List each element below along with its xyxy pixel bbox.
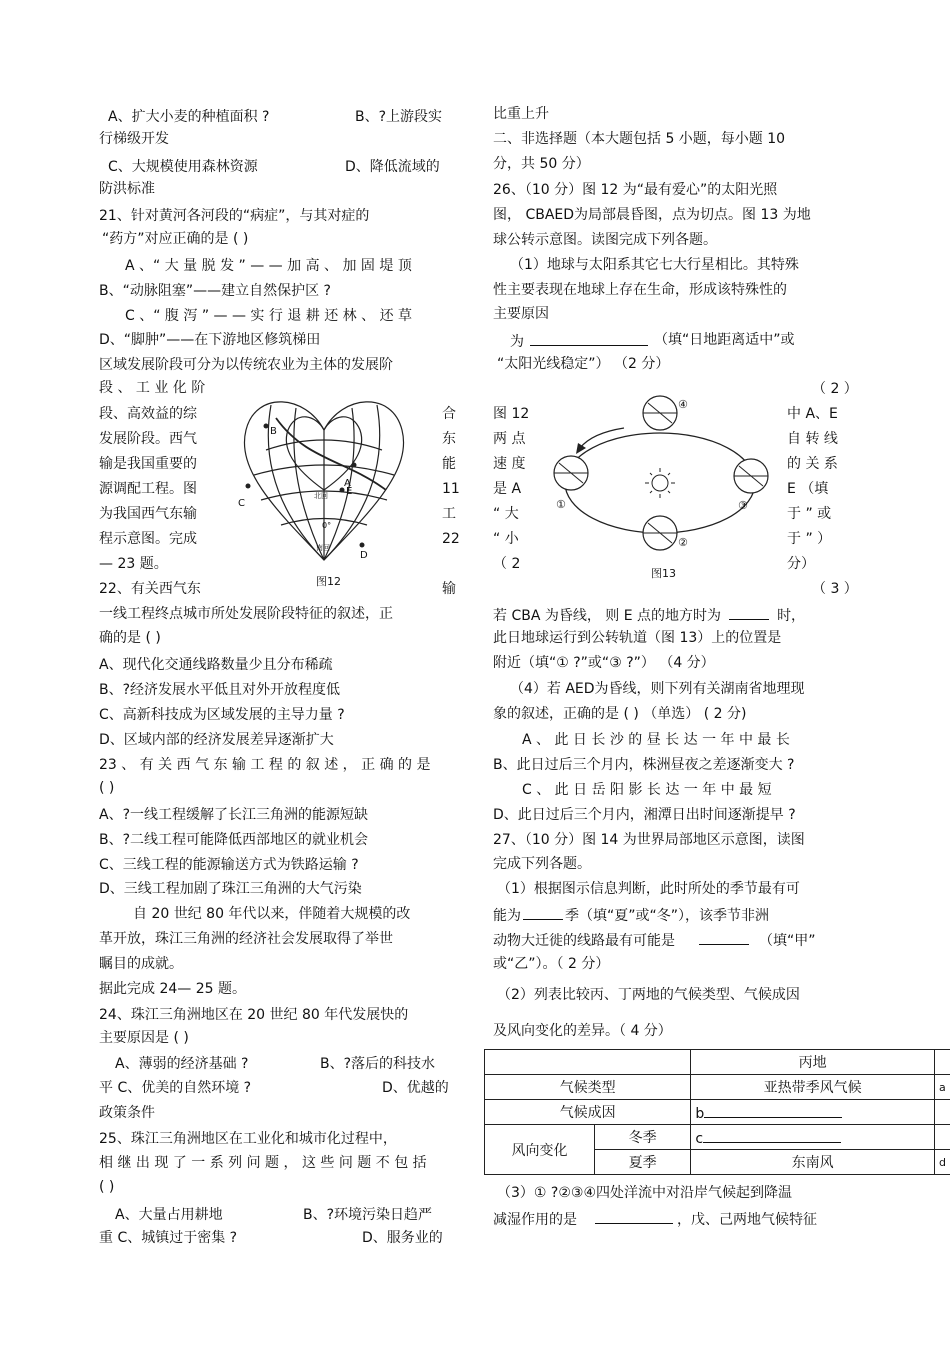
q26-2-number: （ 2 ）: [812, 381, 858, 397]
q26-2-left-3: 速 度: [493, 456, 526, 472]
passage2-line-4: 据此完成 24— 25 题。: [99, 981, 246, 997]
q20-option-a: A、扩大小麦的种植面积 ?: [108, 109, 270, 125]
q23-option-a: A、?一线工程缓解了长江三角洲的能源短缺: [99, 807, 369, 823]
fig12-label-b: B: [270, 426, 277, 437]
q26-2-right-6: 于 ” ）: [787, 531, 832, 547]
q25-option-a: A、大量占用耕地: [115, 1207, 223, 1223]
q27-1-line-4: 或“乙”）。（ 2 分）: [493, 956, 610, 972]
q25-stem-cont: 相 继 出 现 了 一 系 列 问 题 ， 这 些 问 题 不 包 括: [99, 1155, 427, 1171]
q26-2-left-6: “ 小: [493, 531, 519, 547]
q26-2-right-7: 分）: [787, 556, 815, 572]
q27-3-prefix: 减湿作用的是: [493, 1212, 577, 1228]
wrap-left-3: 输是我国重要的: [99, 456, 197, 472]
q23-stem-cont: ( ): [99, 780, 115, 796]
q27-1-route-blank[interactable]: [699, 930, 749, 945]
q26-1-line-2: 性主要表现在地球上存在生命，形成该特殊性的: [493, 282, 787, 298]
fig13-label-3: ③: [738, 499, 748, 512]
q22-option-b: B、?经济发展水平低且对外开放程度低: [99, 682, 341, 698]
table-row-climate-cause-label: 气候成因: [485, 1100, 691, 1125]
q26-3-line-2: 此日地球运行到公转轨道（图 13）上的位置是: [493, 630, 782, 646]
table-row-winter-blank[interactable]: [691, 1125, 935, 1150]
q25-option-b: B、?环境污染日趋严: [303, 1207, 433, 1223]
q24-option-d-cont: 政策条件: [99, 1105, 155, 1121]
q21-option-a: A 、“ 大 量 脱 发 ” — — 加 高 、 加 固 堤 顶: [125, 258, 412, 274]
q26-1-answer-blank[interactable]: [530, 331, 648, 346]
table-row-summer-label: 夏季: [594, 1150, 690, 1175]
q27-1-suffix: 季（填“夏”或“冬”），该季节非洲: [565, 908, 770, 924]
fig13-label-4: ④: [678, 398, 688, 411]
q26-1-line-1: （1）地球与太阳系其它七大行星相比。其特殊: [510, 257, 799, 273]
q26-stem-2: 图， CBAED为局部晨昏图，点为切点。图 13 为地: [493, 207, 811, 223]
q22-stem-cont: 一线工程终点城市所处发展阶段特征的叙述，正: [99, 606, 393, 622]
q27-stem: 27、（10 分）图 14 为世界局部地区示意图，读图: [493, 832, 805, 848]
q26-1-prefix: 为: [510, 334, 524, 350]
section-two-heading-cont: 分，共 50 分）: [493, 156, 590, 172]
q20-option-c: C、大规模使用森林资源: [108, 159, 258, 175]
table-row-summer-value: 东南风: [691, 1150, 935, 1175]
table-header-bing: 丙地: [691, 1050, 935, 1075]
section-two-heading: 二、非选择题（本大题包括 5 小题，每小题 10: [493, 131, 786, 147]
passage-line-1: 区域发展阶段可分为以传统农业为主体的发展阶: [99, 357, 393, 373]
q26-2-right-1: 中 A、E: [787, 406, 838, 422]
passage-line-2: 段 、 工 业 化 阶: [99, 380, 206, 396]
table-row-climate-type-label: 气候类型: [485, 1075, 691, 1100]
q20-option-b: B、?上游段实: [355, 109, 443, 125]
table-row-wind-label: 风向变化: [485, 1125, 595, 1175]
q26-2-right-2: 自 转 线: [787, 431, 838, 447]
table-cut-d: d: [934, 1150, 950, 1175]
q22-option-c: C、高新科技成为区域发展的主导力量 ?: [99, 707, 345, 723]
q21-option-b: B、“动脉阻塞”——建立自然保护区 ?: [99, 283, 331, 299]
q22-stem-right: 输: [442, 581, 456, 597]
q27-3-suffix: ，戊、己两地气候特征: [677, 1212, 817, 1228]
q26-2-left-2: 两 点: [493, 431, 526, 447]
fig12-label-tropic-s: 南回: [316, 544, 330, 552]
q26-1-hint: （填“日地距离适中”或: [654, 332, 795, 348]
q27-1-season-blank[interactable]: [523, 905, 563, 920]
q24-option-b: B、?落后的科技水: [320, 1056, 436, 1072]
q26-4-option-b: B、此日过后三个月内，株洲昼夜之差逐渐变大 ?: [493, 757, 795, 773]
q26-2-left-5: “ 大: [493, 506, 519, 522]
climate-comparison-table: [484, 1049, 950, 1175]
q26-1-hint-cont: “太阳光线稳定”） （2 分）: [497, 356, 670, 372]
q26-3-time-blank[interactable]: [729, 605, 769, 620]
q22-option-a: A、现代化交通线路数量少且分布稀疏: [99, 657, 333, 673]
q26-1-line-4: [510, 331, 648, 351]
q27-2-line-2: 及风向变化的差异。（ 4 分）: [493, 1023, 672, 1039]
q22-stem-end: 确的是 ( ): [99, 630, 161, 646]
q27-1-route-prefix: 动物大迁徙的线路最有可能是: [493, 933, 675, 949]
figure-12-sunlight-heart: [236, 390, 412, 570]
q25-stem-end: ( ): [99, 1179, 115, 1195]
wrap-left-7: — 23 题。: [99, 556, 168, 572]
q24-stem-cont: 主要原因是 ( ): [99, 1030, 189, 1046]
q20-option-d-cont: 防洪标准: [99, 181, 155, 197]
q27-1-prefix: 能为: [493, 908, 521, 924]
q26-2-left-7: （ 2: [493, 556, 521, 572]
table-corner-cell: [485, 1050, 691, 1075]
wrap-left-1: 段、高效益的综: [99, 406, 197, 422]
q20-option-b-cont: 行梯级开发: [99, 131, 169, 147]
q27-1-line-3: [493, 930, 816, 950]
figure-13-earth-orbit: [552, 388, 772, 564]
q27-2-line-1: （2）列表比较丙、丁两地的气候类型、气候成因: [497, 987, 800, 1003]
passage2-line-3: 瞩目的成就。: [99, 956, 183, 972]
q21-stem: 21、针对黄河各河段的“病症”，与其对症的: [99, 208, 370, 224]
q26-stem: 26、（10 分）图 12 为“最有爱心”的太阳光照: [493, 182, 778, 198]
q26-4-option-c: C 、 此 日 岳 阳 影 长 达 一 年 中 最 短: [522, 782, 772, 798]
wrap-left-4: 源调配工程。图: [99, 481, 197, 497]
q27-3-current-blank[interactable]: [595, 1209, 673, 1224]
figure-12-caption: 图12: [316, 575, 341, 588]
q21-option-d: D、“脚肿”——在下游地区修筑梯田: [99, 332, 321, 348]
q23-option-c: C、三线工程的能源输送方式为铁路运输 ?: [99, 857, 359, 873]
q23-option-b: B、?二线工程可能降低西部地区的就业机会: [99, 832, 369, 848]
table-row-winter-label: 冬季: [594, 1125, 690, 1150]
q27-3-line-2: [493, 1209, 817, 1229]
q24-option-d: D、优越的: [382, 1080, 449, 1096]
fig12-label-tropic-n: 北回: [314, 492, 328, 500]
r-line-0: 比重上升: [493, 106, 549, 122]
fig12-label-c: C: [238, 498, 245, 509]
q24-option-c: 平 C、优美的自然环境 ?: [99, 1080, 252, 1096]
table-cut-empty-2: [934, 1125, 950, 1150]
wrap-left-5: 为我国西气东输: [99, 506, 197, 522]
q26-2-right-3: 的 关 系: [787, 456, 838, 472]
wrap-right-3: 能: [442, 456, 456, 472]
fig12-label-equator: 0°: [322, 521, 332, 530]
q20-option-d: D、降低流域的: [345, 159, 440, 175]
q26-3-number: （ 3 ）: [812, 581, 858, 597]
q27-1-line-1: （1）根据图示信息判断，此时所处的季节最有可: [497, 881, 800, 897]
q27-3-line-1: （3）① ?②③④四处洋流中对沿岸气候起到降温: [497, 1185, 792, 1201]
q24-option-a: A、薄弱的经济基础 ?: [115, 1056, 249, 1072]
table-row-climate-cause-blank[interactable]: [691, 1100, 935, 1125]
wrap-right-6: 22: [442, 531, 460, 547]
q26-2-right-5: 于 ” 或: [787, 506, 832, 522]
q26-3-line-3: 附近（填“① ?”或“③ ?”） （4 分）: [493, 655, 715, 671]
fig12-label-e: E: [346, 486, 353, 497]
q23-option-d: D、三线工程加剧了珠江三角洲的大气污染: [99, 881, 362, 897]
blank-b-line: [704, 1103, 842, 1118]
q25-stem: 25、珠江三角洲地区在工业化和城市化过程中，: [99, 1131, 397, 1147]
wrap-left-6: 程示意图。完成: [99, 531, 197, 547]
wrap-right-2: 东: [442, 431, 456, 447]
blank-c-line: [703, 1128, 841, 1143]
wrap-right-4: 11: [442, 481, 460, 497]
fig12-label-d: D: [360, 550, 368, 561]
table-row-climate-type-value: 亚热带季风气候: [691, 1075, 935, 1100]
passage2-line-2: 革开放，珠江三角洲的经济社会发展取得了举世: [99, 931, 393, 947]
q26-2-left-1: 图 12: [493, 406, 530, 422]
blank-b-letter: b: [695, 1105, 705, 1122]
q26-1-line-3: 主要原因: [493, 306, 549, 322]
q23-stem: 23 、 有 关 西 气 东 输 工 程 的 叙 述 ， 正 确 的 是: [99, 757, 431, 773]
q26-stem-3: 球公转示意图。读图完成下列各题。: [493, 232, 717, 248]
q25-option-d: D、服务业的: [362, 1230, 443, 1246]
q26-3-line-1: [493, 605, 805, 625]
q22-stem: 22、有关西气东: [99, 581, 201, 597]
table-cut-empty: [934, 1100, 950, 1125]
q27-1-line-2: [493, 905, 769, 925]
wrap-right-5: 工: [442, 506, 456, 522]
q21-stem-cont: “药方”对应正确的是 ( ): [102, 231, 249, 247]
q26-3-prefix: 若 CBA 为昏线， 则 E 点的地方时为: [493, 608, 722, 624]
fig13-label-2: ②: [678, 536, 688, 549]
wrap-right-1: 合: [442, 406, 456, 422]
fig13-label-1: ①: [556, 498, 566, 511]
q26-4-line-2: 象的叙述，正确的是 ( ) （单选） ( 2 分): [493, 706, 747, 722]
q24-stem: 24、珠江三角洲地区在 20 世纪 80 年代发展快的: [99, 1007, 409, 1023]
q26-4-option-a: A 、 此 日 长 沙 的 昼 长 达 一 年 中 最 长: [522, 732, 790, 748]
q26-3-suffix: 时，: [777, 608, 806, 624]
figure-13-caption: 图13: [651, 567, 676, 580]
q27-1-route-suffix: （填“甲”: [759, 933, 816, 949]
blank-c-letter: c: [695, 1130, 704, 1147]
q22-option-d: D、区域内部的经济发展差异逐渐扩大: [99, 732, 334, 748]
q26-2-left-4: 是 A: [493, 481, 522, 497]
passage2-line-1: 自 20 世纪 80 年代以来，伴随着大规模的改: [133, 906, 411, 922]
fig12-label-a: A: [344, 478, 351, 489]
q26-4-option-d: D、此日过后三个月内，湘潭日出时间逐渐提早 ?: [493, 807, 796, 823]
q26-2-right-4: E （填: [787, 481, 829, 497]
q26-4-line-1: （4）若 AED为昏线，则下列有关湖南省地理现: [510, 681, 805, 697]
wrap-left-2: 发展阶段。西气: [99, 431, 197, 447]
table-cut-a: a: [934, 1075, 950, 1100]
q27-stem-cont: 完成下列各题。: [493, 856, 591, 872]
table-cut-col: [934, 1050, 950, 1075]
q21-option-c: C 、“ 腹 泻 ” — — 实 行 退 耕 还 林 、 还 草: [125, 308, 413, 324]
q25-option-c: 重 C、城镇过于密集 ?: [99, 1230, 238, 1246]
